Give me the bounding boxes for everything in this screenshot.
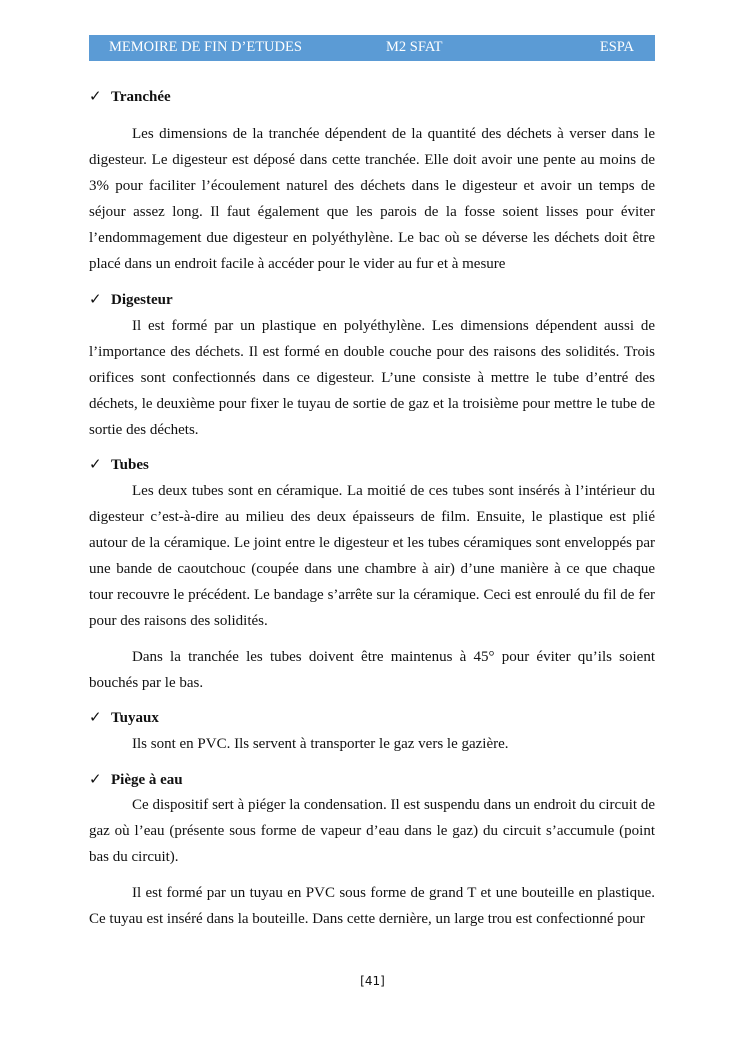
paragraph xyxy=(89,792,655,870)
paragraph-text: Ils sont en PVC. Ils servent à transporter le gaz vers le gazière. xyxy=(132,736,509,752)
paragraph-text: Ce dispositif sert à piéger la condensation. Il est suspendu dans un endroit du circuit de gaz où l’eau (présente sous forme de vapeur d’eau dans le gaz) du circuit s’accumule (point bas du circuit). xyxy=(89,797,655,865)
checkmark-icon: ✓ xyxy=(89,89,102,105)
section-heading-digesteur xyxy=(89,290,173,310)
paragraph-text: Dans la tranchée les tubes doivent être maintenus à 45° pour éviter qu’ils soient bouchés par le bas. xyxy=(89,649,655,691)
header-program: M2 SFAT xyxy=(386,39,443,55)
checkmark-icon: ✓ xyxy=(89,772,102,788)
heading-text: Piège à eau xyxy=(111,772,183,788)
section-heading-tubes xyxy=(89,455,149,475)
paragraph-text: Il est formé par un tuyau en PVC sous forme de grand T et une bouteille en plastique. Ce tuyau est inséré dans la bouteille. Dans cette dernière, un large trou est confectionné pour xyxy=(89,885,655,927)
heading-text: Tranchée xyxy=(111,89,171,105)
paragraph xyxy=(89,731,655,757)
heading-text: Tuyaux xyxy=(111,710,159,726)
paragraph xyxy=(89,478,655,634)
checkmark-icon: ✓ xyxy=(89,710,102,726)
section-heading-tranchee xyxy=(89,87,171,107)
checkmark-icon: ✓ xyxy=(89,457,102,473)
paragraph xyxy=(89,880,655,932)
paragraph-text: Les deux tubes sont en céramique. La moitié de ces tubes sont insérés à l’intérieur du digesteur c’est-à-dire au milieu des deux épaisseurs de film. Ensuite, le plastique est plié autour de la céramique. Le joint entre le digesteur et les tubes céramiques sont enveloppés par une bande de caoutchouc (coupée dans une chambre à air) d’une manière à ce que chaque tour recouvre le précédent. Le bandage s’arrête sur la céramique. Ceci est enroulé du fil de fer pour des raisons des solidités. xyxy=(89,483,655,629)
paragraph xyxy=(89,121,655,277)
header-school: ESPA xyxy=(599,39,634,55)
paragraph xyxy=(89,313,655,443)
heading-text: Digesteur xyxy=(111,292,173,308)
section-heading-tuyaux xyxy=(89,708,159,728)
header-title: MEMOIRE DE FIN D’ETUDES xyxy=(109,39,302,55)
paragraph-text: Les dimensions de la tranchée dépendent de la quantité des déchets à verser dans le digesteur. Le digesteur est déposé dans cette tranchée. Elle doit avoir une pente au moins de 3% pour faciliter l’écoulement naturel des déchets dans le digesteur et avoir un temps de séjour assez long. Il faut également que les parois de la fosse soient lisses pour éviter l’endommagement due digesteur en polyéthylène. Le bac où se déverse les déchets doit être placé dans un endroit facile à accéder pour le vider au fur et à mesure xyxy=(89,126,655,272)
paragraph-text: Il est formé par un plastique en polyéthylène. Les dimensions dépendent aussi de l’importance des déchets. Il est formé en double couche pour des raisons des solidités. Trois orifices sont confectionnés dans ce digesteur. L’une consiste à mettre le tube d’entré des déchets, le deuxième pour fixer le tuyau de sortie de gaz et la troisième pour mettre le tube de sortie des déchets. xyxy=(89,318,655,438)
heading-text: Tubes xyxy=(111,457,149,473)
running-header xyxy=(89,35,655,61)
section-heading-piege-a-eau xyxy=(89,770,183,790)
paragraph xyxy=(89,644,655,696)
page-number: [41] xyxy=(360,974,385,988)
checkmark-icon: ✓ xyxy=(89,292,102,308)
